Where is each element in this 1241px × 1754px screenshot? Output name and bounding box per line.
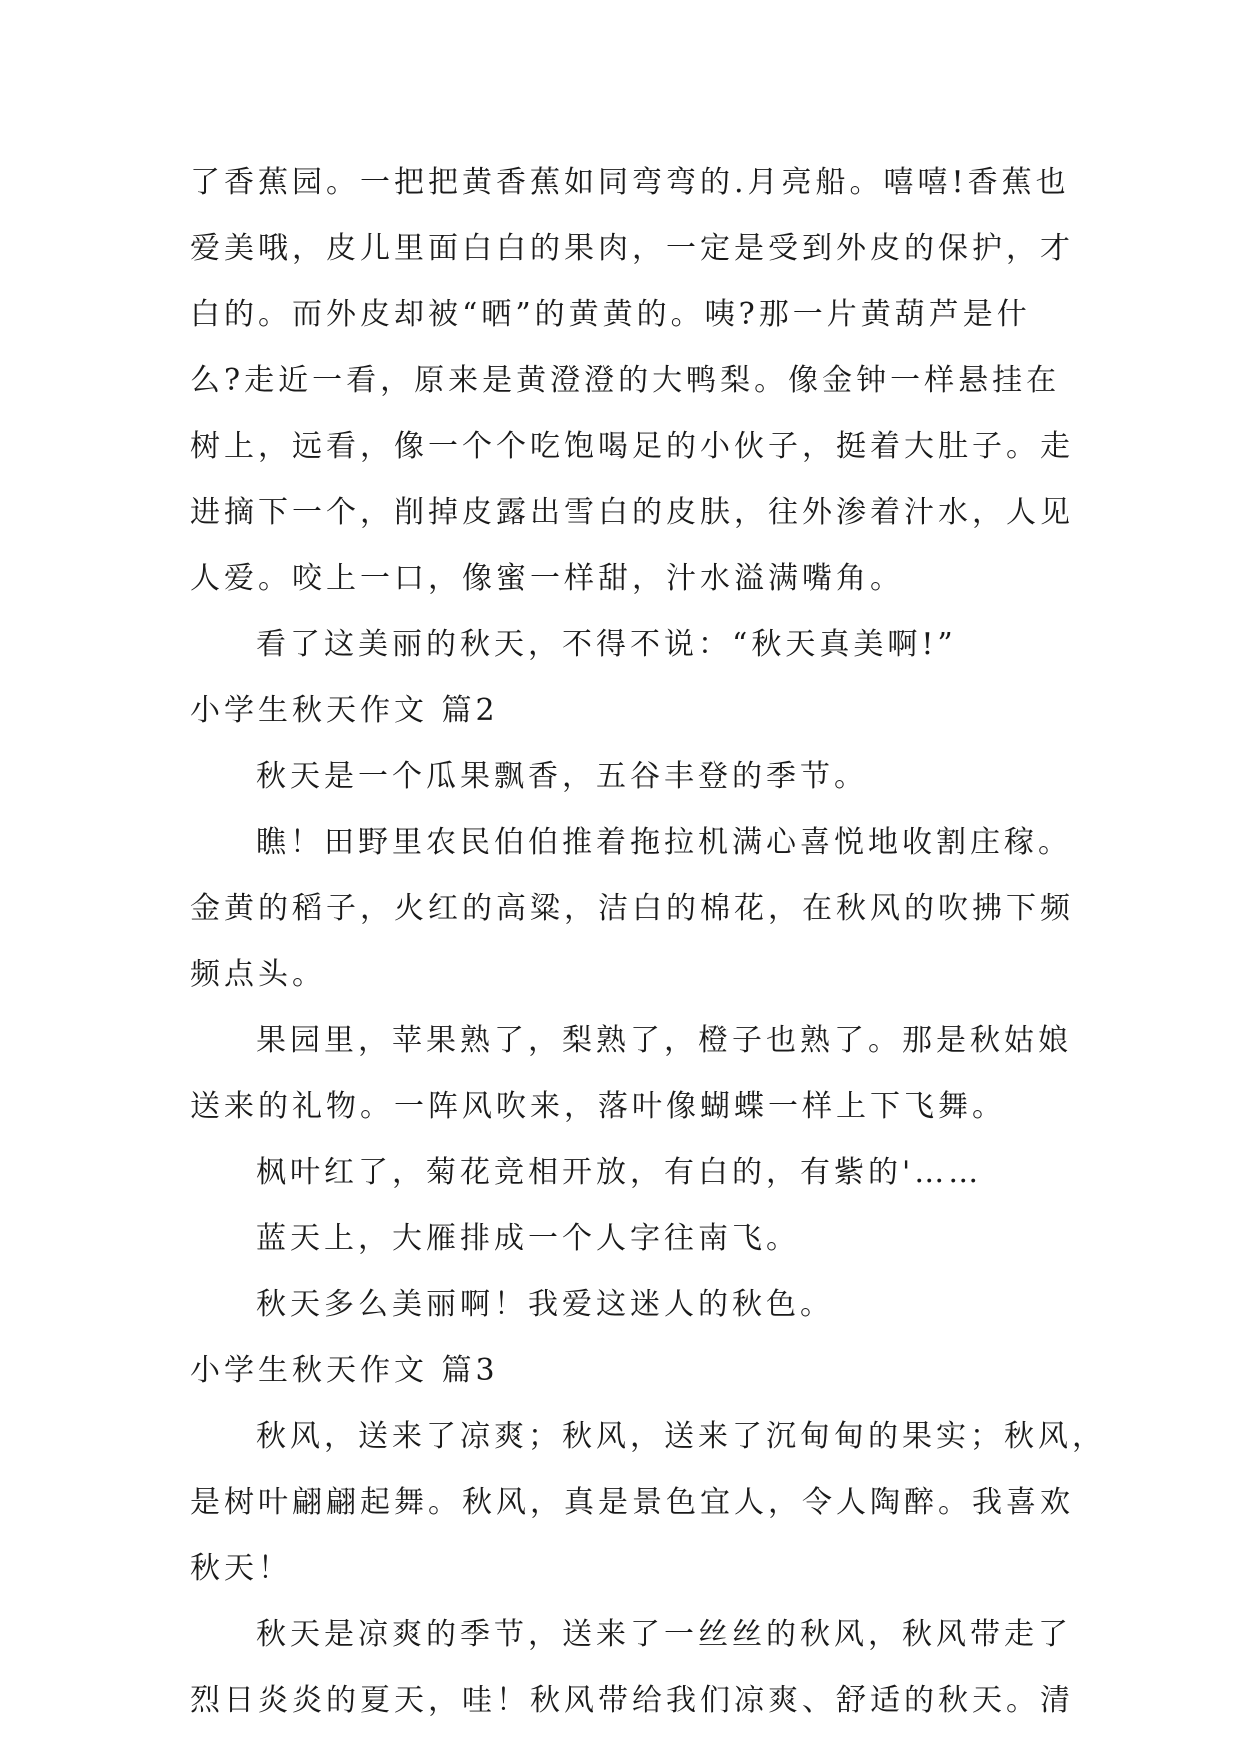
text-line: 树上，远看，像一个个吃饱喝足的小伙子，挺着大肚子。走 — [190, 429, 1074, 464]
text-line: 人爱。咬上一口，像蜜一样甜，汁水溢满嘴角。 — [190, 561, 904, 596]
text-line: 白的。而外皮却被“晒”的黄黄的。咦?那一片黄葫芦是什 — [190, 297, 1031, 332]
text-line: 进摘下一个，削掉皮露出雪白的皮肤，往外渗着汁水，人见 — [190, 495, 1074, 530]
paragraph-start-line: 果园里，苹果熟了，梨熟了，橙子也熟了。那是秋姑娘 — [256, 1023, 1072, 1058]
paragraph-start-line: 枫叶红了，菊花竞相开放，有白的，有紫的'…… — [256, 1155, 983, 1190]
text-line: 么?走近一看，原来是黄澄澄的大鸭梨。像金钟一样悬挂在 — [190, 363, 1061, 398]
text-line: 频点头。 — [190, 957, 326, 992]
document-page — [190, 150, 1106, 1734]
text-line: 秋天！ — [190, 1551, 292, 1586]
paragraph-start-line: 秋天是一个瓜果飘香，五谷丰登的季节。 — [256, 759, 868, 794]
text-line: 了香蕉园。一把把黄香蕉如同弯弯的.月亮船。嘻嘻!香蕉也 — [190, 165, 1070, 200]
section-heading-3: 小学生秋天作文 篇3 — [190, 1353, 499, 1388]
section-heading-2: 小学生秋天作文 篇2 — [190, 693, 499, 728]
paragraph-start-line: 秋风，送来了凉爽；秋风，送来了沉甸甸的果实；秋风， — [256, 1419, 1106, 1454]
text-line: 是树叶翩翩起舞。秋风，真是景色宜人，令人陶醉。我喜欢 — [190, 1485, 1074, 1520]
paragraph-start-line: 秋天是凉爽的季节，送来了一丝丝的秋风，秋风带走了 — [256, 1617, 1072, 1652]
text-line: 烈日炎炎的夏天，哇！秋风带给我们凉爽、舒适的秋天。清 — [190, 1683, 1074, 1718]
text-line: 爱美哦，皮儿里面白白的果肉，一定是受到外皮的保护，才 — [190, 231, 1074, 266]
text-line: 送来的礼物。一阵风吹来，落叶像蝴蝶一样上下飞舞。 — [190, 1089, 1006, 1124]
paragraph-start-line: 蓝天上，大雁排成一个人字往南飞。 — [256, 1221, 800, 1256]
paragraph-start-line: 看了这美丽的秋天，不得不说：“秋天真美啊!” — [256, 627, 957, 662]
paragraph-start-line: 秋天多么美丽啊！我爱这迷人的秋色。 — [256, 1287, 834, 1322]
paragraph-start-line: 瞧！田野里农民伯伯推着拖拉机满心喜悦地收割庄稼。 — [256, 825, 1072, 860]
text-line: 金黄的稻子，火红的高粱，洁白的棉花，在秋风的吹拂下频 — [190, 891, 1074, 926]
